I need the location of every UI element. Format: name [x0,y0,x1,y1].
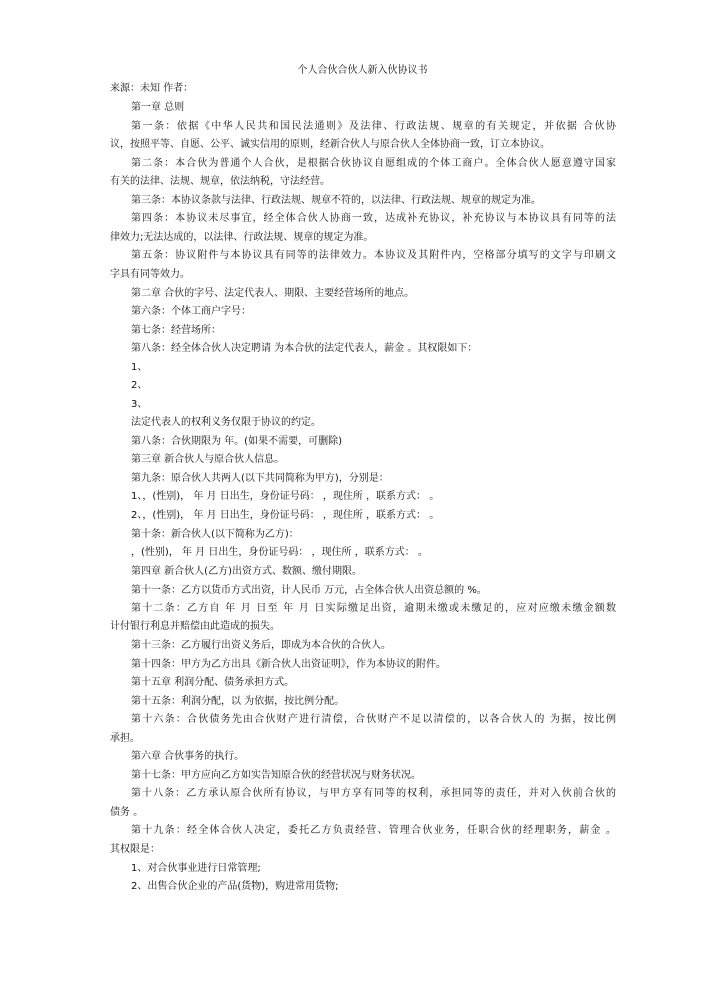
document-line: 2、 [131,380,148,391]
document-line: 议，按照平等、自愿、公平、诚实信用的原则，经新合伙人与原合伙人全体协商一致，订立本协议。 [110,139,550,150]
document-line: 第十六条：合伙债务先由合伙财产进行清偿，合伙财产不足以清偿的，以各合伙人的 为据，按比例 [131,714,616,725]
document-line: 第八条：合伙期限为 年。(如果不需要，可删除) [131,436,342,447]
document-line: 第五条：协议附件与本协议具有同等的法律效力。本协议及其附件内，空格部分填写的文字与印刷文 [131,250,616,261]
document-line: 第四章 新合伙人(乙方)出资方式、数额、缴付期限。 [131,566,362,577]
document-line: 第二章 合伙的字号、法定代表人、期限、主要经营场所的地点。 [131,288,415,299]
document-line: 第四条：本协议未尽事宜，经全体合伙人协商一致，达成补充协议，补充协议与本协议具有同等的法 [131,213,616,224]
document-line: 第十五条：利润分配，以 为依据，按比例分配。 [131,696,345,707]
document-line: 第十一条：乙方以货币方式出资，计人民币 万元，占全体合伙人出资总额的 %。 [131,585,487,596]
document-line: 第十条：新合伙人(以下简称为乙方)： [131,529,299,540]
document-line: 有关的法律、法规、规章，依法纳税，守法经营。 [110,176,330,187]
document-line: ，(性别)， 年 月 日出生，身份证号码： ，现住所 ，联系方式： 。 [131,547,428,558]
document-line: 其权限是： [110,844,160,855]
document-line: 第六条：个体工商户字号： [131,306,251,317]
document-line: 第十七条：甲方应向乙方如实告知原合伙的经营状况与财务状况。 [131,770,421,781]
document-line: 第一章 总则 [131,102,185,113]
document-line: 第九条：原合伙人共两人(以下共同简称为甲方)，分别是： [131,473,389,484]
document-line: 第十八条：乙方承认原合伙所有协议，与甲方享有同等的权利，承担同等的责任，并对入伙前合伙的 [131,788,616,799]
document-line: 第三章 新合伙人与原合伙人信息。 [131,454,285,465]
document-line: 第十四条：甲方为乙方出具《新合伙人出资证明》，作为本协议的附件。 [131,659,446,670]
document-line: 第三条：本协议条款与法律、行政法规、规章不符的，以法律、行政法规、规章的规定为准。 [131,195,541,206]
document-line: 2、出售合伙企业的产品(货物)，购进常用货物; [131,881,339,892]
document-line: 1、 [131,362,148,373]
document-line: 计付银行利息并赔偿由此造成的损失。 [110,621,280,632]
document-line: 1、，(性别)， 年 月 日出生，身份证号码： ，现住所 ，联系方式： 。 [131,491,440,502]
document-line: 债务 。 [110,807,144,818]
document-line: 第六章 合伙事务的执行。 [131,751,245,762]
document-line: 第十九条：经全体合伙人决定，委托乙方负责经营、管理合伙业务，任职合伙的经理职务，薪金 。 [131,825,616,836]
document-line: 第十二条：乙方自 年 月 日至 年 月 日实际缴足出资，逾期未缴或未缴足的，应对应缴未缴金额数 [131,603,616,614]
document-line: 第十三条：乙方履行出资义务后，即成为本合伙的合伙人。 [131,640,391,651]
document-title: 个人合伙合伙人新入伙协议书 [297,65,428,76]
document-line: 第十五章 利润分配、债务承担方式。 [131,677,295,688]
document-line: 1、对合伙事业进行日常管理; [131,863,261,874]
document-line: 法定代表人的权利义务仅限于协议的约定。 [131,417,321,428]
document-line: 承担。 [110,733,140,744]
document-line: 来源：未知 作者： [110,83,194,94]
document-line: 字具有同等效力。 [110,269,190,280]
document-line: 第一条：依据《中华人民共和国民法通则》及法律、行政法规、规章的有关规定，并依据 合伙协 [131,121,616,132]
document-line: 2、，(性别)， 年 月 日出生，身份证号码： ，现住所 ，联系方式： 。 [131,510,440,521]
document-line: 第二条：本合伙为普通个人合伙，是根据合伙协议自愿组成的个体工商户。全体合伙人愿意遵守国家 [131,158,616,169]
document-line: 第八条：经全体合伙人决定聘请 为本合伙的法定代表人，薪金 。其权限如下： [131,343,478,354]
document-line: 律效力;无法达成的，以法律、行政法规、规章的规定为准。 [110,232,374,243]
document-line: 第七条：经营场所： [131,325,221,336]
document-line: 3、 [131,399,148,410]
